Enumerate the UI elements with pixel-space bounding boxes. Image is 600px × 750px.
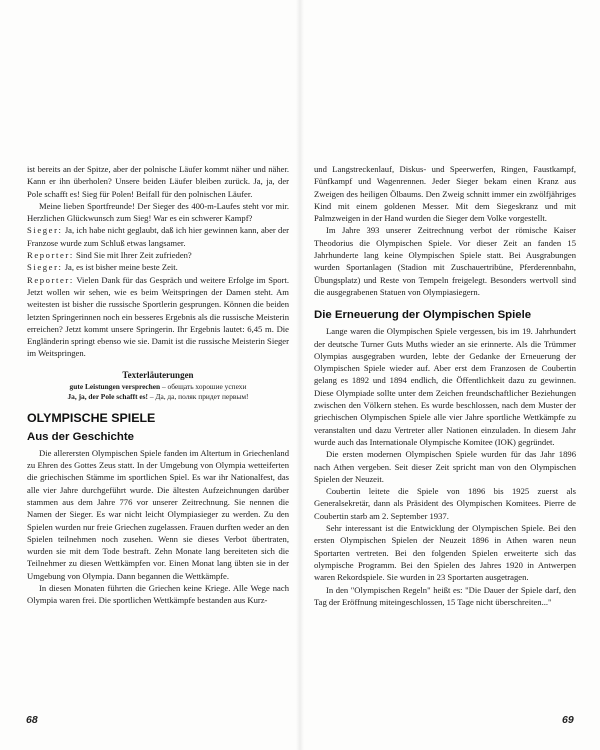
page-number: 68 bbox=[26, 714, 38, 726]
dialogue-line bbox=[27, 274, 289, 360]
page-number: 69 bbox=[562, 714, 574, 726]
subsection-title: Die Erneuerung der Olympischen Spiele bbox=[314, 309, 532, 322]
paragraph: Die ersten modernen Olympischen Spiele wurden für das Jahr 1896 nach Athen vergeben. Seit dieser Zeit spricht man von den Olympischen Spielen der Neuzeit. bbox=[314, 449, 576, 484]
note-line bbox=[27, 382, 289, 392]
section-title: OLYMPISCHE SPIELE bbox=[27, 410, 156, 425]
note-german: Ja, ja, der Pole schafft es! bbox=[67, 391, 149, 401]
dialogue-text: Sind Sie mit Ihrer Zeit zufrieden? bbox=[73, 250, 192, 261]
paragraph: Sehr interessant ist die Entwicklung der Olympischen Spiele. Bei den ersten Olympischen Spielen der Neuzeit 1896 in Athen waren neun Sportarten vertreten. Bei den folgenden Spielen erweiterte sich das olympische Programm. Bei den Spielen des Jahres 1920 in Antwerpen waren Rekordspiele. Sie wurden in 23 Sportarten ausgetragen. bbox=[314, 523, 576, 583]
paragraph: Die allerersten Olympischen Spiele fanden im Altertum in Griechenland zu Ehren des Gottes Zeus statt. In der Umgebung von Olympia wetteiferten die griechischen Stämme im sportlichen Spiel. Es war ihr Nationalfest, das alle vier Jahre durchgeführt wurde. Die ältesten Aufzeichnungen darüber stammen aus dem Jahre 776 vor unserer Zeitrechnung. Sie nennen die Namen der Sieger. Es war nicht leicht Olympiasieger zu werden. Zu den Spielen wurden nur freie Griechen zugelassen. Frauen durften weder an den Spielen teilnehmen noch zusehen. Wenn sie dieses Verbot übertraten, wurden sie mit dem Tode bestraft. Zehn Monate lang bereiteten sich die Teilnehmer zu diesen Wettkämpfen vor. Einen Monat lang übten sie in der Umgebung von Olympia. Dann begannen die Wettkämpfe. bbox=[27, 447, 289, 581]
note-russian: – обещать хорошие успехи bbox=[160, 381, 247, 391]
speaker-label: Reporter: bbox=[27, 274, 74, 285]
dialogue-text: Vielen Dank für das Gespräch und weitere Erfolge im Sport. Jetzt wollen wir sehen, wie es beim Weitspringen der Damen steht. Am weitesten ist bisher die russische Sportlerin gesprungen. Können die beiden letzten Springerinnen noch ein besseres Ergebnis als die russische Meisterin erreichen? Jetzt kommt unsere Springerin. Ihr Ergebnis lautet: 6,45 m. Die Engländerin springt ebenso wie sie. Damit ist die russische Meisterin Sieger im Weitspringen. bbox=[27, 274, 289, 359]
paragraph: Lange waren die Olympischen Spiele vergessen, bis im 19. Jahrhundert der deutsche Turner Guts Muths wieder an sie erinnerte. Als die Trümmer Olympias ausgegraben wurden, lebte der Gedanke der Erneuerung der Olympischen Spiele wieder auf. Aber erst dem Franzosen de Coubertin gelang es 1892 und 1894 endlich, die Öffentlichkeit dazu zu gewinnen. Diese Olympiade sollte unter dem Zeichen freundschaftlicher Beziehungen zwischen den Völkern stehen. Es wurde beschlossen, nach dem Muster der griechischen Olympischen Spiele alle vier Jahre sportliche Wettkämpfe zu veranstalten und dazu Vertreter aller Nationen einzuladen. In diesem Jahr wurde auch das Internationale Olympische Komitee (IOK) gegründet. bbox=[314, 326, 576, 447]
notes-title: Texterläuterungen bbox=[122, 369, 194, 380]
paragraph: Im Jahre 393 unserer Zeitrechnung verbot der römische Kaiser Theodorius die Olympischen Spiele. Vor dieser Zeit an fanden 15 Jahrhunderte lang keine Olympischen Spiele statt. Bei Ausgrabungen wurden Sportanlagen (Stadion mit Zuschauertribüne, Pferderennbahn, Übungsplatz) und Reste von Tempeln freigelegt. Besonders wertvoll sind die ausgegrabenen Statuen von Olympiasiegern. bbox=[314, 225, 576, 297]
note-german: gute Leistungen versprechen bbox=[69, 381, 161, 391]
subsection-title: Aus der Geschichte bbox=[27, 430, 134, 443]
dialogue-text: Ja, es ist bisher meine beste Zeit. bbox=[62, 262, 178, 273]
paragraph: In den "Olympischen Regeln" heißt es: "Die Dauer der Spiele darf, den Tag der Eröffnung miteingeschlossen, 15 Tage nicht überschreiten..." bbox=[314, 584, 576, 607]
speaker-label: Reporter: bbox=[27, 250, 74, 261]
dialogue-text: Ja, ich habe nicht geglaubt, daß ich hier gewinnen kann, aber der Franzose wurde zum Schluß etwas langsamer. bbox=[27, 225, 289, 248]
speaker-label: Sieger: bbox=[27, 225, 63, 236]
dialogue-line bbox=[27, 261, 289, 273]
note-line bbox=[27, 392, 289, 402]
paragraph: und Langstreckenlauf, Diskus- und Speerwerfen, Ringen, Faustkampf, Fünfkampf und Wagenrennen. Jeder Sieger bekam einen Kranz aus Zweigen des heiligen Ölbaums. Den Zweig schnitt immer ein zwölfjähriges Kind mit einem goldenen Messer. Mit dem Siegeskranz und mit Palmzweigen in der Hand wurden die Sieger dem Volke vorgestellt. bbox=[314, 164, 576, 224]
note-russian: – Да, да, поляк придет первым! bbox=[148, 391, 249, 401]
paragraph: In diesen Monaten führten die Griechen keine Kriege. Alle Wege nach Olympia waren frei. Die sportlichen Wettkämpfe bestanden aus Kurz- bbox=[27, 583, 289, 606]
paragraph: Meine lieben Sportfreunde! Der Sieger des 400-m-Laufes steht vor mir. Herzlichen Glückwunsch zum Sieg! War es ein schwerer Kampf? bbox=[27, 200, 289, 224]
paragraph: ist bereits an der Spitze, aber der polnische Läufer kommt näher und näher. Kann er ihn überholen? Unsere beiden Läufer bleiben zurück. Ja, ja, der Pole schafft es! Sieg für Polen! Beifall für den polnischen Läufer. bbox=[27, 164, 289, 199]
paragraph: Coubertin leitete die Spiele von 1896 bis 1925 zuerst als Generalsekretär, dann als Präsident des Olympischen Komitees. Pierre de Coubertin starb am 2. September 1937. bbox=[314, 486, 576, 521]
speaker-label: Sieger: bbox=[27, 262, 63, 273]
dialogue-line bbox=[27, 249, 289, 261]
dialogue-line bbox=[27, 224, 289, 249]
right-page bbox=[300, 0, 600, 750]
left-text-column bbox=[27, 163, 289, 607]
right-text-column bbox=[314, 163, 576, 608]
